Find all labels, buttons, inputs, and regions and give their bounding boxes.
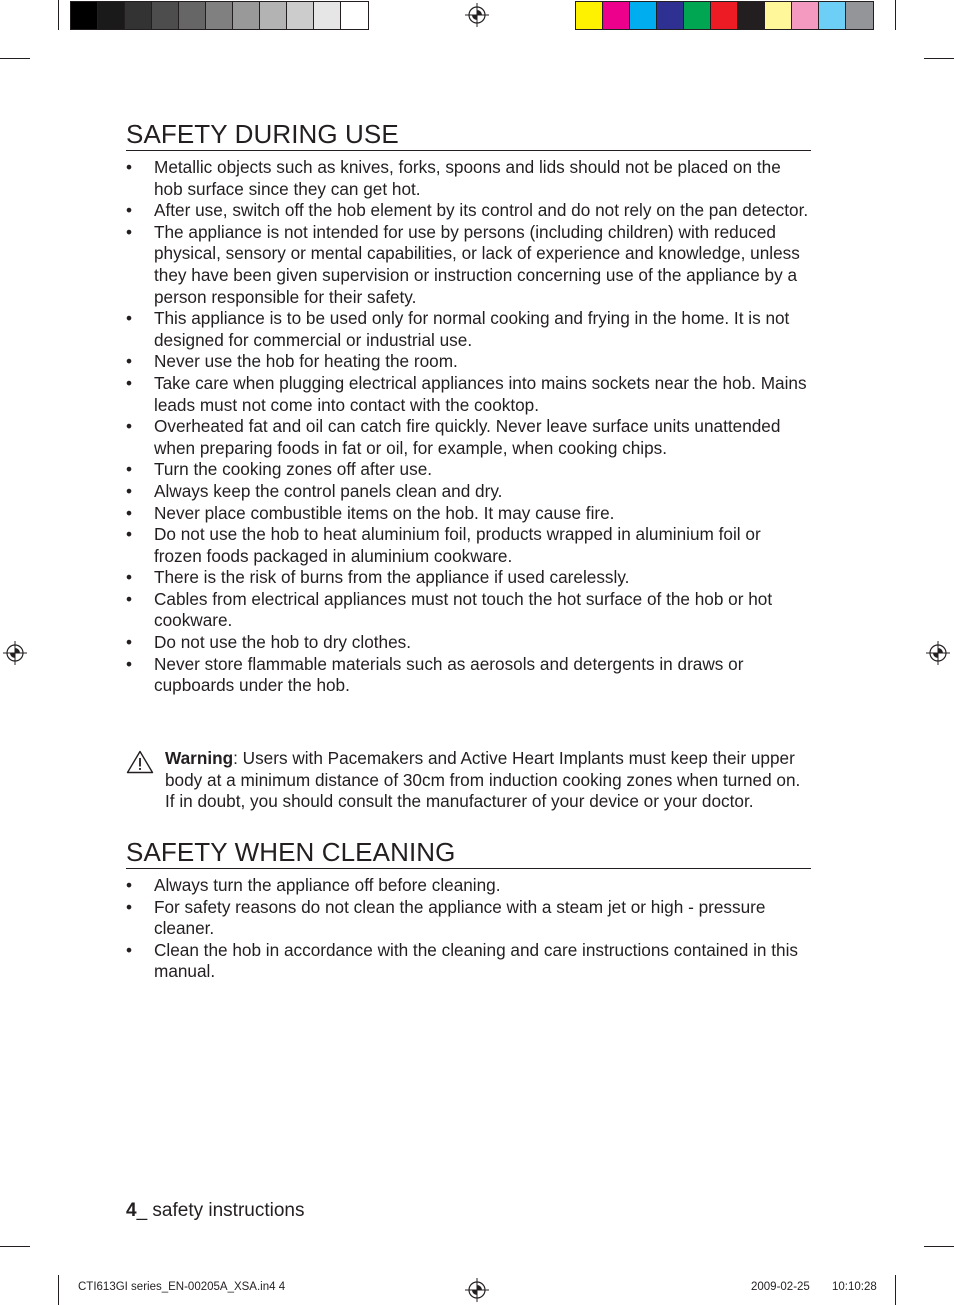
list-item: • Take care when plugging electrical appliances into mains sockets near the hob. Mains leads must not come into contact with the cooktop. [126, 373, 811, 416]
list-item: • Always keep the control panels clean and dry. [126, 481, 811, 503]
color-swatch [152, 2, 179, 29]
color-swatch [846, 2, 873, 29]
list-item: • Always turn the appliance off before cleaning. [126, 875, 811, 897]
page-section-label: _ safety instructions [136, 1200, 305, 1221]
list-item: • Never place combustible items on the hob. It may cause fire. [126, 503, 811, 525]
list-item: • Never use the hob for heating the room. [126, 351, 811, 373]
color-swatch [738, 2, 765, 29]
list-item: • Overheated fat and oil can catch fire quickly. Never leave surface units unattended when preparing foods in fat or oil, for example, when cooking chips. [126, 416, 811, 459]
list-item: • Do not use the hob to dry clothes. [126, 632, 811, 654]
color-swatch [657, 2, 684, 29]
crop-mark [924, 58, 954, 59]
list-item: • After use, switch off the hob element by its control and do not rely on the pan detector. [126, 200, 811, 222]
crop-mark [924, 1246, 954, 1247]
list-item: • This appliance is to be used only for normal cooking and frying in the home. It is not designed for commercial or industrial use. [126, 308, 811, 351]
color-swatch [233, 2, 260, 29]
crosshair-registration-icon [465, 3, 489, 27]
crop-mark [0, 1246, 30, 1247]
color-swatch [341, 2, 368, 29]
crosshair-registration-icon [465, 1278, 489, 1302]
list-item: • The appliance is not intended for use by persons (including children) with reduced physical, sensory or mental capabilities, or lack of experience and knowledge, unless they have been given supervision or instruction concerning use of the appliance by a person responsible for their safety. [126, 222, 811, 308]
color-swatch [287, 2, 314, 29]
color-swatch [603, 2, 630, 29]
crosshair-registration-icon [926, 641, 950, 665]
color-swatch [71, 2, 98, 29]
section-title: SAFETY WHEN CLEANING [126, 838, 811, 869]
safety-when-cleaning-section [126, 838, 811, 983]
grayscale-color-bar [70, 1, 369, 30]
color-swatch [684, 2, 711, 29]
crosshair-registration-icon [3, 641, 27, 665]
slug-time: 10:10:28 [832, 1281, 877, 1293]
color-swatch [711, 2, 738, 29]
color-swatch [206, 2, 233, 29]
list-item: • Never store flammable materials such as aerosols and detergents in draws or cupboards under the hob. [126, 654, 811, 697]
crop-mark [895, 1275, 896, 1305]
color-swatch [98, 2, 125, 29]
bullet-list [126, 157, 811, 697]
crop-mark [58, 1275, 59, 1305]
color-swatch [819, 2, 846, 29]
list-item: • For safety reasons do not clean the appliance with a steam jet or high - pressure cleaner. [126, 897, 811, 940]
safety-during-use-section [126, 120, 811, 697]
color-swatch [765, 2, 792, 29]
color-swatch [792, 2, 819, 29]
color-swatch [630, 2, 657, 29]
color-swatch [179, 2, 206, 29]
warning-notice [126, 748, 811, 813]
color-swatch [125, 2, 152, 29]
crop-mark [0, 58, 30, 59]
color-swatch [260, 2, 287, 29]
list-item: • Metallic objects such as knives, forks, spoons and lids should not be placed on the hob surface since they can get hot. [126, 157, 811, 200]
list-item: • Do not use the hob to heat aluminium foil, products wrapped in aluminium foil or frozen foods packaged in aluminium cookware. [126, 524, 811, 567]
process-color-bar [575, 1, 874, 30]
color-swatch [576, 2, 603, 29]
color-swatch [314, 2, 341, 29]
warning-body: : Users with Pacemakers and Active Heart Implants must keep their upper body at a minimum distance of 30cm from induction cooking zones when turned on. If in doubt, you should consult the manufacturer of your device or your doctor. [165, 748, 801, 812]
slug-filename: CTI613GI series_EN-00205A_XSA.in4 4 [78, 1281, 286, 1293]
warning-label: Warning [165, 748, 234, 768]
warning-triangle-icon [126, 750, 154, 774]
list-item: • Clean the hob in accordance with the cleaning and care instructions contained in this manual. [126, 940, 811, 983]
crop-mark [58, 0, 59, 30]
list-item: • Turn the cooking zones off after use. [126, 459, 811, 481]
slug-date: 2009-02-25 [751, 1281, 810, 1293]
crop-mark [895, 0, 896, 30]
bullet-list [126, 875, 811, 983]
page-footer [126, 1200, 305, 1222]
warning-text [165, 748, 811, 813]
page-number: 4 [126, 1200, 137, 1221]
section-title: SAFETY DURING USE [126, 120, 811, 151]
list-item: • Cables from electrical appliances must not touch the hot surface of the hob or hot cookware. [126, 589, 811, 632]
list-item: • There is the risk of burns from the appliance if used carelessly. [126, 567, 811, 589]
